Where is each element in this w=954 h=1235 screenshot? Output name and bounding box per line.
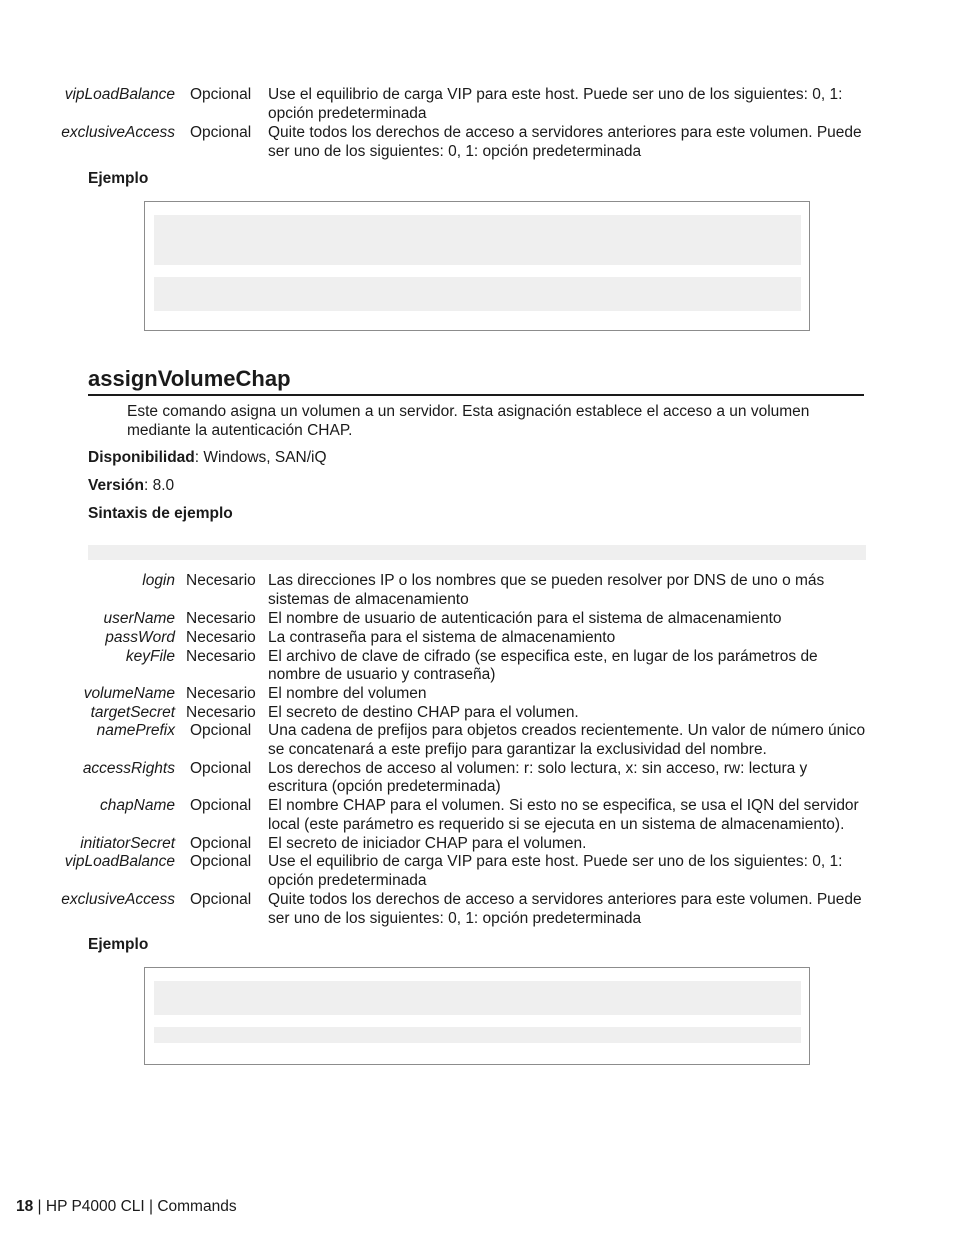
param-requirement: Necesario — [186, 572, 256, 589]
param-description: Quite todos los derechos de acceso a servidores anteriores para este volumen. Puede ser uno de los siguientes: 0, 1: opción predeterminada — [268, 124, 862, 160]
param-description: El nombre de usuario de autenticación para el sistema de almacenamiento — [268, 609, 782, 627]
code-line — [154, 215, 801, 265]
param-requirement: Opcional — [190, 853, 252, 870]
param-row — [0, 704, 954, 723]
page-footer — [16, 1198, 237, 1216]
param-description: El secreto de iniciador CHAP para el volumen. — [268, 834, 587, 852]
param-name: exclusiveAccess — [61, 124, 175, 141]
code-line — [154, 1027, 801, 1043]
footer-text: | HP P4000 CLI | Commands — [33, 1198, 237, 1215]
param-name: exclusiveAccess — [61, 891, 175, 908]
param-requirement: Opcional — [190, 722, 252, 739]
param-description: Use el equilibrio de carga VIP para este host. Puede ser uno de los siguientes: 0, 1: opción predeterminada — [268, 86, 843, 122]
param-name: accessRights — [82, 759, 175, 777]
availability-value: : Windows, SAN/iQ — [194, 449, 327, 466]
param-requirement: Opcional — [190, 759, 252, 777]
param-row — [0, 722, 954, 760]
param-requirement: Necesario — [186, 684, 256, 702]
param-requirement: Opcional — [190, 86, 252, 103]
param-requirement: Opcional — [190, 797, 252, 814]
param-description: Use el equilibrio de carga VIP para este host. Puede ser uno de los siguientes: 0, 1: opción predeterminada — [268, 853, 843, 889]
param-row — [0, 760, 954, 798]
param-requirement: Opcional — [190, 891, 252, 908]
section-title: assignVolumeChap — [88, 364, 864, 396]
param-name: passWord — [105, 628, 175, 646]
param-description: La contraseña para el sistema de almacenamiento — [268, 628, 616, 646]
param-description: El nombre del volumen — [268, 684, 427, 702]
param-name: userName — [103, 609, 175, 627]
param-requirement: Necesario — [186, 609, 256, 627]
param-description: Una cadena de prefijos para objetos creados recientemente. Un valor de número único se concatenará a este prefijo para garantizar la exclusividad del nombre. — [268, 722, 866, 758]
syntax-code-bar — [88, 545, 866, 560]
param-description: El secreto de destino CHAP para el volumen. — [268, 703, 579, 721]
example-code-box — [144, 967, 810, 1065]
param-name: vipLoadBalance — [64, 86, 175, 103]
top-param-table — [0, 86, 954, 161]
param-requirement: Opcional — [190, 124, 252, 141]
param-description: El nombre CHAP para el volumen. Si esto no se especifica, se usa el IQN del servidor local (este parámetro es requerido si se ejecuta en un sistema de almacenamiento). — [268, 797, 859, 833]
availability-line — [88, 449, 327, 467]
param-description: El archivo de clave de cifrado (se especifica este, en lugar de los parámetros de nombre de usuario y contraseña) — [268, 647, 818, 684]
code-line — [154, 277, 801, 311]
version-label: Versión — [88, 477, 144, 494]
param-description: Los derechos de acceso al volumen: r: solo lectura, x: sin acceso, rw: lectura y escritura (opción predeterminada) — [268, 759, 808, 796]
param-row — [0, 124, 954, 161]
param-row — [0, 610, 954, 629]
param-name: targetSecret — [90, 703, 175, 721]
page-number: 18 — [16, 1198, 34, 1215]
param-row — [0, 797, 954, 835]
param-requirement: Necesario — [186, 647, 256, 665]
param-name: volumeName — [83, 684, 175, 702]
param-name: initiatorSecret — [80, 834, 175, 852]
param-row — [0, 572, 954, 610]
example-code-box — [144, 201, 810, 331]
param-description: Quite todos los derechos de acceso a servidores anteriores para este volumen. Puede ser uno de los siguientes: 0, 1: opción predeterminada — [268, 891, 862, 927]
syntax-heading: Sintaxis de ejemplo — [88, 505, 233, 522]
param-requirement: Necesario — [186, 703, 256, 721]
version-line — [88, 477, 174, 495]
example-heading: Ejemplo — [88, 170, 149, 187]
param-requirement: Opcional — [190, 834, 252, 852]
param-name: keyFile — [125, 647, 175, 665]
param-row — [0, 685, 954, 704]
version-value: : 8.0 — [144, 477, 175, 494]
param-table — [0, 572, 954, 928]
param-row — [0, 86, 954, 124]
param-requirement: Necesario — [186, 628, 256, 646]
param-name: namePrefix — [96, 722, 175, 739]
param-row — [0, 835, 954, 854]
param-row — [0, 648, 954, 685]
param-name: chapName — [100, 797, 175, 814]
param-row — [0, 891, 954, 928]
param-description: Las direcciones IP o los nombres que se pueden resolver por DNS de uno o más sistemas de almacenamiento — [268, 572, 825, 608]
example-heading: Ejemplo — [88, 936, 149, 953]
section-intro: Este comando asigna un volumen a un servidor. Esta asignación establece el acceso a un volumen mediante la autenticación CHAP. — [127, 403, 810, 439]
availability-label: Disponibilidad — [88, 449, 195, 466]
param-row — [0, 629, 954, 648]
param-name: vipLoadBalance — [64, 853, 175, 870]
param-name: login — [142, 572, 175, 589]
code-line — [154, 981, 801, 1015]
param-row — [0, 853, 954, 891]
